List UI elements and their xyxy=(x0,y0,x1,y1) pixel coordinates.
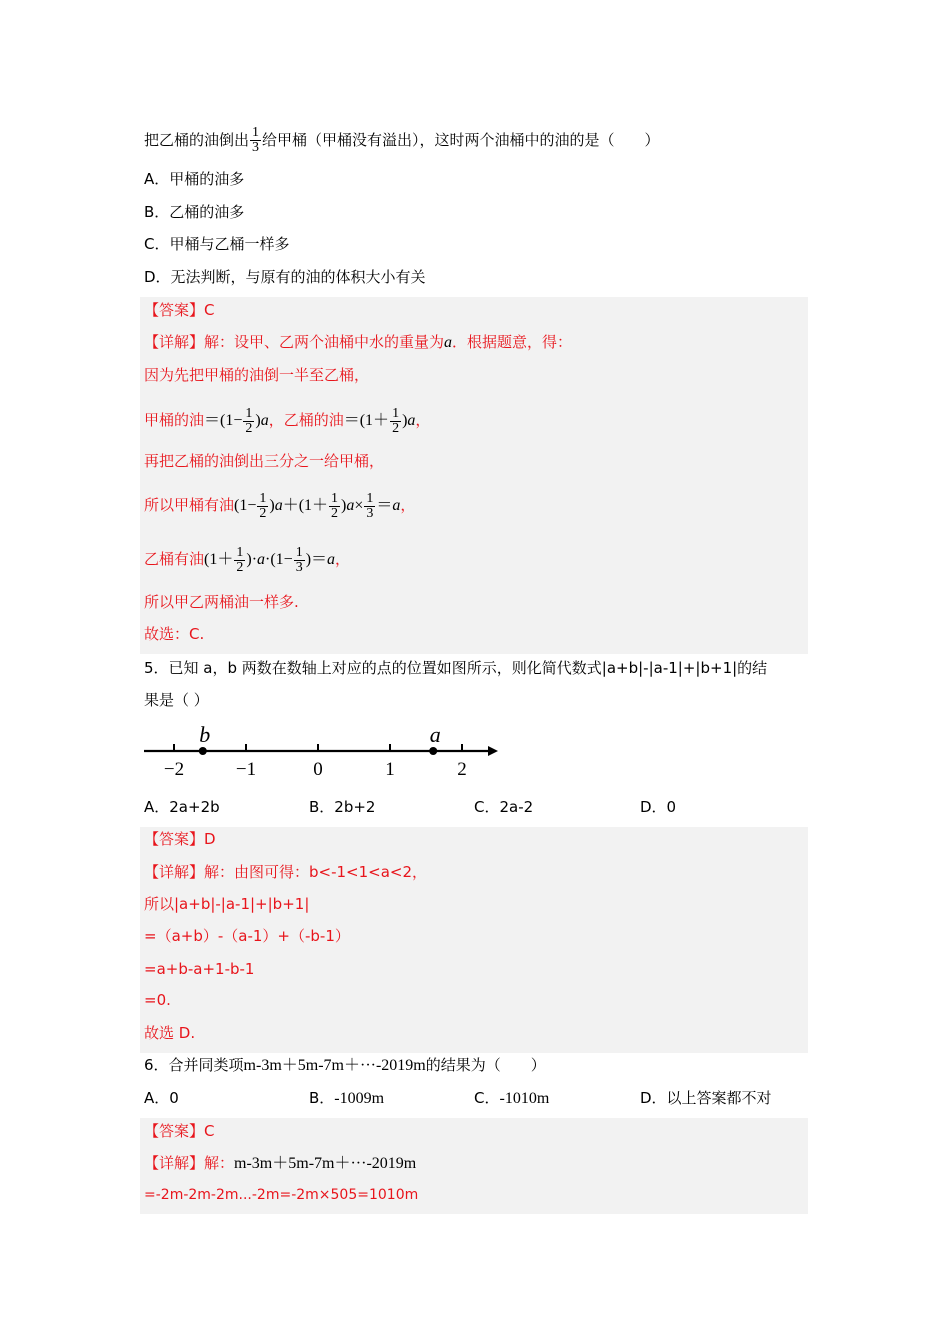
q4-stem-pre: 把乙桶的油倒出 xyxy=(144,131,250,149)
q4-detail-3: 甲桶的油＝(1− $\frac{1}{2}$ )a，乙桶的油＝(1＋ $\frac{1}{2}$ )a， xyxy=(144,405,431,436)
point-a-dot xyxy=(429,747,437,755)
option-label: C． xyxy=(474,1089,500,1107)
tick-label: −2 xyxy=(163,759,185,780)
q4-stem-post: 给甲桶（甲桶没有溢出），这时两个油桶中的油的是（ ） xyxy=(262,131,660,149)
q5-stem-1: 5．已知 a，b 两数在数轴上对应的点的位置如图所示，则化简代数式|a+b|-|a-1|+|b+1|的结 xyxy=(144,659,768,677)
q4-stem xyxy=(144,126,660,155)
option-math: -1010m xyxy=(499,1090,550,1107)
detail-text-b: ．根据题意，得： xyxy=(452,333,573,351)
detail-text-b: ，乙桶的油 xyxy=(268,411,344,429)
detail-math: m-3m＋5m-7m＋···-2019m xyxy=(234,1155,417,1172)
tick-label: −1 xyxy=(235,759,257,780)
detail-text: 解：由图可得：b<-1<1<a<2， xyxy=(204,863,428,881)
q5-option-d: D．0 xyxy=(640,798,677,816)
q5-answer: 【答案】D xyxy=(144,830,216,848)
q4-detail-6: 乙桶有油(1＋ $\frac{1}{2}$ )·a·(1− $\frac{1}{3}$ )＝a， xyxy=(144,544,351,575)
detail-label: 【详解】 xyxy=(144,333,205,351)
fraction-numerator: 1 xyxy=(252,125,260,140)
q6-detail-2: =-2m-2m-2m...-2m=-2m×505=1010m xyxy=(144,1187,419,1203)
q4-detail-4: 再把乙桶的油倒出三分之一给甲桶， xyxy=(144,452,385,470)
q5-detail-1 xyxy=(144,862,427,882)
q5-detail-3: =（a+b）-（a-1）+（-b-1） xyxy=(144,927,350,945)
detail-text: 解：设甲、乙两个油桶中水的重量为 xyxy=(204,333,445,351)
q6-answer: 【答案】C xyxy=(144,1122,215,1140)
detail-text: 解： xyxy=(204,1154,235,1172)
tick-label: 2 xyxy=(457,759,467,780)
q6-stem-pre: 6．合并同类项 xyxy=(144,1056,244,1074)
point-b-dot xyxy=(199,747,207,755)
q4-option-d: D．无法判断，与原有的油的体积大小有关 xyxy=(144,268,426,286)
detail-text: 所以甲桶有油 xyxy=(144,496,235,514)
point-a-label: a xyxy=(429,722,441,747)
q6-option-a: A．0 xyxy=(144,1089,179,1107)
q6-option-b xyxy=(309,1088,384,1109)
number-line xyxy=(140,718,510,782)
q5-option-a: A．2a+2b xyxy=(144,798,220,816)
detail-text: 甲桶的油 xyxy=(144,411,205,429)
q4-detail-1 xyxy=(144,332,572,353)
fraction-denominator: 3 xyxy=(252,140,260,155)
detail-label: 【详解】 xyxy=(144,863,205,881)
q5-option-b: B．2b+2 xyxy=(309,798,376,816)
q5-detail-2: 所以|a+b|-|a-1|+|b+1| xyxy=(144,895,310,913)
q6-stem-math: m-3m＋5m-7m＋···-2019m xyxy=(243,1057,426,1074)
detail-label: 【详解】 xyxy=(144,1154,205,1172)
tick-label: 0 xyxy=(313,759,323,780)
q5-detail-4: =a+b-a+1-b-1 xyxy=(144,960,255,978)
q4-fraction xyxy=(250,126,261,155)
q4-option-a: A．甲桶的油多 xyxy=(144,170,245,188)
q5-stem-2: 果是（ ） xyxy=(144,691,209,709)
option-math: -1009m xyxy=(334,1090,385,1107)
q6-option-c xyxy=(474,1088,549,1109)
option-label: B． xyxy=(309,1089,335,1107)
q4-option-b: B．乙桶的油多 xyxy=(144,203,245,221)
q4-detail-7: 所以甲乙两桶油一样多. xyxy=(144,593,299,611)
q4-detail-2: 因为先把甲桶的油倒一半至乙桶， xyxy=(144,366,370,384)
q4-detail-8: 故选：C. xyxy=(144,625,205,643)
q6-stem-post: 的结果为（ ） xyxy=(425,1056,546,1074)
q5-detail-6: 故选 D. xyxy=(144,1024,196,1042)
q4-option-c: C．甲桶与乙桶一样多 xyxy=(144,235,290,253)
point-b-label: b xyxy=(199,722,211,747)
detail-text: 乙桶有油 xyxy=(144,550,205,568)
var-a: a xyxy=(444,334,453,351)
number-line-arrow xyxy=(488,746,498,756)
q6-stem xyxy=(144,1055,546,1076)
q5-option-c: C．2a-2 xyxy=(474,798,534,816)
q4-answer: 【答案】C xyxy=(144,301,215,319)
tick-label: 1 xyxy=(385,759,395,780)
q5-detail-5: =0. xyxy=(144,991,171,1009)
q4-detail-5: 所以甲桶有油(1− $\frac{1}{2}$ )a＋(1＋ $\frac{1}{2}$ )a× $\frac{1}{3}$ ＝a， xyxy=(144,490,416,521)
q6-option-d: D．以上答案都不对 xyxy=(640,1089,772,1107)
q6-detail-1 xyxy=(144,1153,416,1174)
